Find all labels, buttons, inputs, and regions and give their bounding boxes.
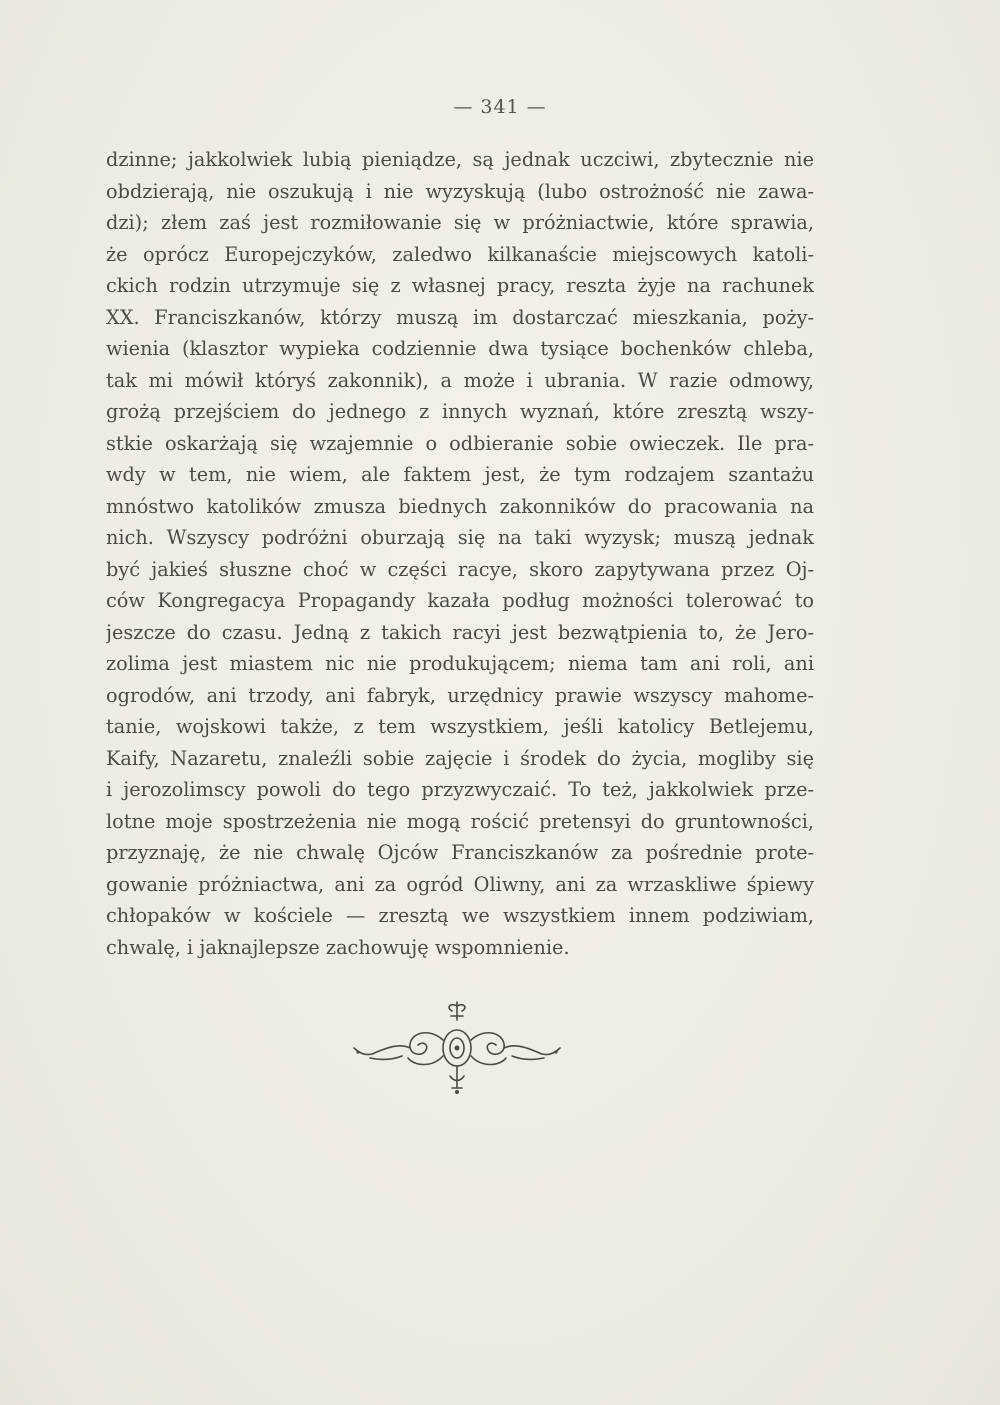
text-line: ców Kongregacya Propagandy kazała podług możności tolerować to — [106, 589, 814, 612]
text-line: lotne moje spostrzeżenia nie mogą rościć pretensyi do gruntowności, — [106, 809, 814, 833]
text-line: dzi); złem zaś jest rozmiłowanie się w próżniactwie, które sprawia, — [106, 211, 814, 234]
text-line: obdzierają, nie oszukują i nie wyzyskują (lubo ostrożność nie zawa- — [106, 179, 814, 203]
text-line: XX. Franciszkanów, którzy muszą im dostarczać mieszkania, poży- — [106, 305, 814, 329]
text-line: zolima jest miastem nic nie produkującem; niema tam ani roli, ani — [106, 652, 814, 675]
text-line: dzinne; jakkolwiek lubią pieniądze, są jednak uczciwi, zbytecznie nie — [106, 148, 814, 171]
text-line: mnóstwo katolików zmusza biednych zakonników do pracowania na — [106, 494, 814, 518]
text-line: chłopaków w kościele — zresztą we wszystkiem innem podziwiam, — [106, 904, 814, 927]
text-line: wienia (klasztor wypieka codziennie dwa tysiące bochenków chleba, — [106, 337, 814, 360]
text-line: przyznaję, że nie chwalę Ojców Franciszkanów za pośrednie prote- — [106, 841, 814, 864]
body-text — [106, 144, 814, 963]
text-line: grożą przejściem do jednego z innych wyznań, które zresztą wszy- — [106, 400, 814, 423]
text-line: jeszcze do czasu. Jedną z takich racyi jest bezwątpienia to, że Jero- — [106, 620, 814, 644]
text-line: nich. Wszyscy podróżni oburzają się na taki wyzysk; muszą jednak — [106, 526, 814, 549]
ornament-vignette-icon — [352, 998, 562, 1098]
text-line: gowanie próżniactwa, ani za ogród Oliwny, ani za wrzaskliwe śpiewy — [106, 872, 814, 896]
page-number: — 341 — — [453, 96, 547, 118]
text-line: być jakieś słuszne choć w części racye, skoro zapytywana przez Oj- — [106, 557, 814, 581]
text-line: Kaify, Nazaretu, znaleźli sobie zajęcie i środek do życia, mogliby się — [106, 746, 814, 770]
text-line: i jerozolimscy powoli do tego przyzwyczaić. To też, jakkolwiek prze- — [106, 778, 814, 801]
text-line: chwalę, i jaknajlepsze zachowuję wspomnienie. — [106, 935, 570, 959]
text-line: tanie, wojskowi także, z tem wszystkiem, jeśli katolicy Betlejemu, — [106, 715, 814, 738]
text-line: tak mi mówił któryś zakonnik), a może i ubrania. W razie odmowy, — [106, 368, 814, 392]
text-line: że oprócz Europejczyków, zaledwo kilkanaście miejscowych katoli- — [106, 242, 814, 266]
text-line: wdy w tem, nie wiem, ale faktem jest, że tym rodzajem szantażu — [106, 463, 814, 486]
text-line: ogrodów, ani trzody, ani fabryk, urzędnicy prawie wszyscy mahome- — [106, 683, 814, 707]
text-line: stkie oskarżają się wzajemnie o odbieranie sobie owieczek. Ile pra- — [106, 431, 814, 455]
text-line: ckich rodzin utrzymuje się z własnej pracy, reszta żyje na rachunek — [106, 274, 814, 297]
